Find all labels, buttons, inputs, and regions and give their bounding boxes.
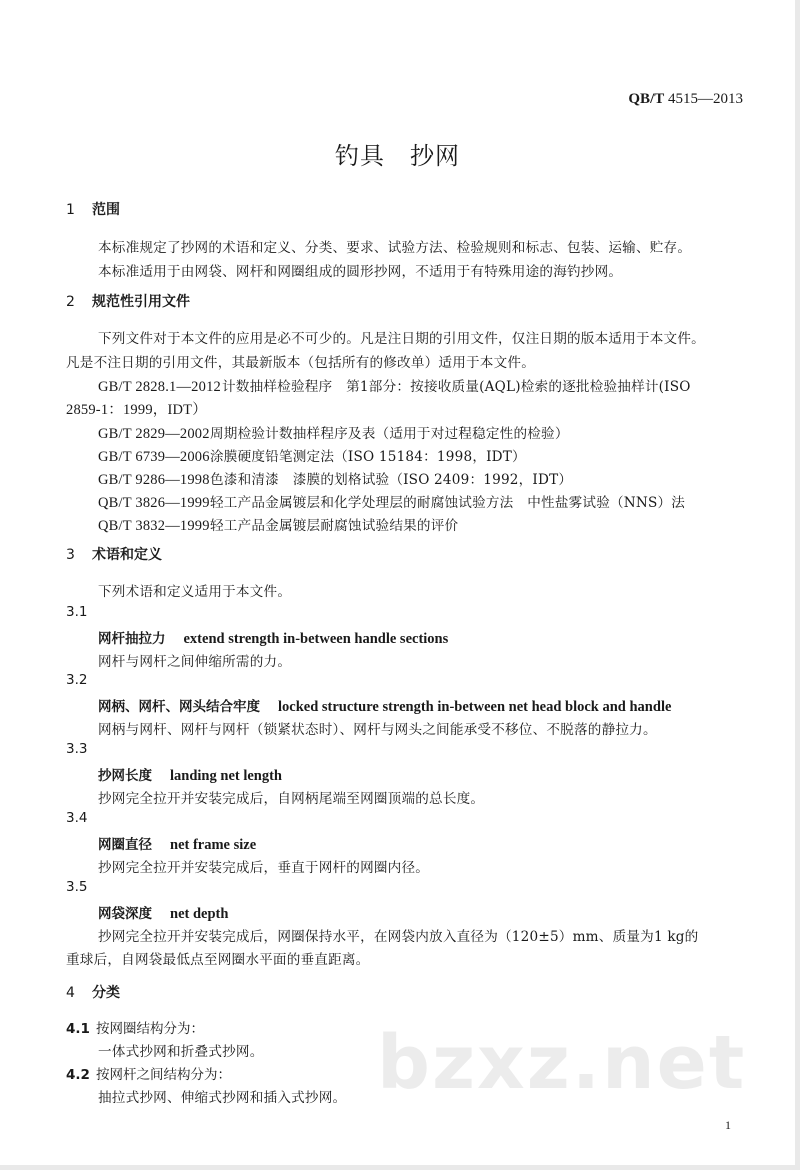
section-1-para-1: 本标准规定了抄网的术语和定义、分类、要求、试验方法、检验规则和标志、包装、运输、贮存。 — [98, 240, 692, 256]
term-definition: 抄网完全拉开并安装完成后，自网柄尾端至网圈顶端的总长度。 — [98, 791, 485, 807]
term-heading: 网袋深度 net depth — [98, 906, 229, 922]
document-title: 钓具 抄网 — [335, 142, 460, 170]
term-definition: 抄网完全拉开并安装完成后，网圈保持水平，在网袋内放入直径为（120±5）mm、质量为1 kg的 — [98, 929, 699, 945]
term-definition: 网杆与网杆之间伸缩所需的力。 — [98, 654, 292, 670]
section-4-heading: 4 分类 — [66, 985, 120, 1001]
reference-item: GB/T 9286—1998色漆和清漆 漆膜的划格试验（ISO 2409：1992，IDT） — [98, 472, 573, 488]
term-number: 3.4 — [66, 810, 88, 826]
section-1-heading: 1 范围 — [66, 202, 120, 218]
reference-item: GB/T 6739—2006涂膜硬度铅笔测定法（ISO 15184：1998，IDT） — [98, 449, 526, 465]
reference-item: QB/T 3832—1999轻工产品金属镀层耐腐蚀试验结果的评价 — [98, 518, 459, 534]
section-2-heading: 2 规范性引用文件 — [66, 294, 190, 310]
section-3-intro: 下列术语和定义适用于本文件。 — [98, 584, 292, 600]
standard-number — [628, 91, 743, 108]
watermark: bzxz.net — [377, 1020, 747, 1106]
classification-text: 抽拉式抄网、伸缩式抄网和插入式抄网。 — [98, 1090, 347, 1106]
term-definition: 网柄与网杆、网杆与网杆（锁紧状态时）、网杆与网头之间能承受不移位、不脱落的静拉力。 — [98, 722, 657, 738]
term-number: 3.1 — [66, 604, 88, 620]
section-1-para-2: 本标准适用于由网袋、网杆和网圈组成的圆形抄网，不适用于有特殊用途的海钓抄网。 — [98, 264, 623, 280]
term-heading: 抄网长度 landing net length — [98, 768, 282, 784]
term-definition-continuation: 重球后，自网袋最低点至网圈水平面的垂直距离。 — [66, 952, 370, 968]
classification-item: 4.1 按网圈结构分为： — [66, 1021, 204, 1037]
standard-code: 4515—2013 — [668, 91, 743, 107]
classification-item: 4.2 按网杆之间结构分为： — [66, 1067, 231, 1083]
term-number: 3.5 — [66, 879, 88, 895]
reference-item: QB/T 3826—1999轻工产品金属镀层和化学处理层的耐腐蚀试验方法 中性盐雾试验（NNS）法 — [98, 495, 686, 511]
standard-prefix: QB/T — [628, 91, 665, 107]
page-number: 1 — [725, 1118, 731, 1132]
term-number: 3.2 — [66, 672, 88, 688]
term-number: 3.3 — [66, 741, 88, 757]
section-3-heading: 3 术语和定义 — [66, 547, 162, 563]
section-2-intro-1: 下列文件对于本文件的应用是必不可少的。凡是注日期的引用文件，仅注日期的版本适用于本文件。 — [98, 331, 705, 347]
classification-text: 一体式抄网和折叠式抄网。 — [98, 1044, 264, 1060]
reference-item-continuation: 2859-1：1999，IDT） — [66, 402, 207, 418]
reference-item: GB/T 2829—2002周期检验计数抽样程序及表（适用于对过程稳定性的检验） — [98, 426, 569, 442]
section-2-intro-2: 凡是不注日期的引用文件，其最新版本（包括所有的修改单）适用于本文件。 — [66, 355, 535, 371]
term-heading: 网杆抽拉力 extend strength in-between handle sections — [98, 631, 449, 647]
term-heading: 网圈直径 net frame size — [98, 837, 257, 853]
term-definition: 抄网完全拉开并安装完成后，垂直于网杆的网圈内径。 — [98, 860, 430, 876]
reference-item: GB/T 2828.1—2012计数抽样检验程序 第1部分：按接收质量(AQL)检索的逐批检验抽样计(ISO — [98, 379, 691, 395]
term-heading: 网柄、网杆、网头结合牢度 locked structure strength in-between net head block and handle — [98, 699, 672, 715]
